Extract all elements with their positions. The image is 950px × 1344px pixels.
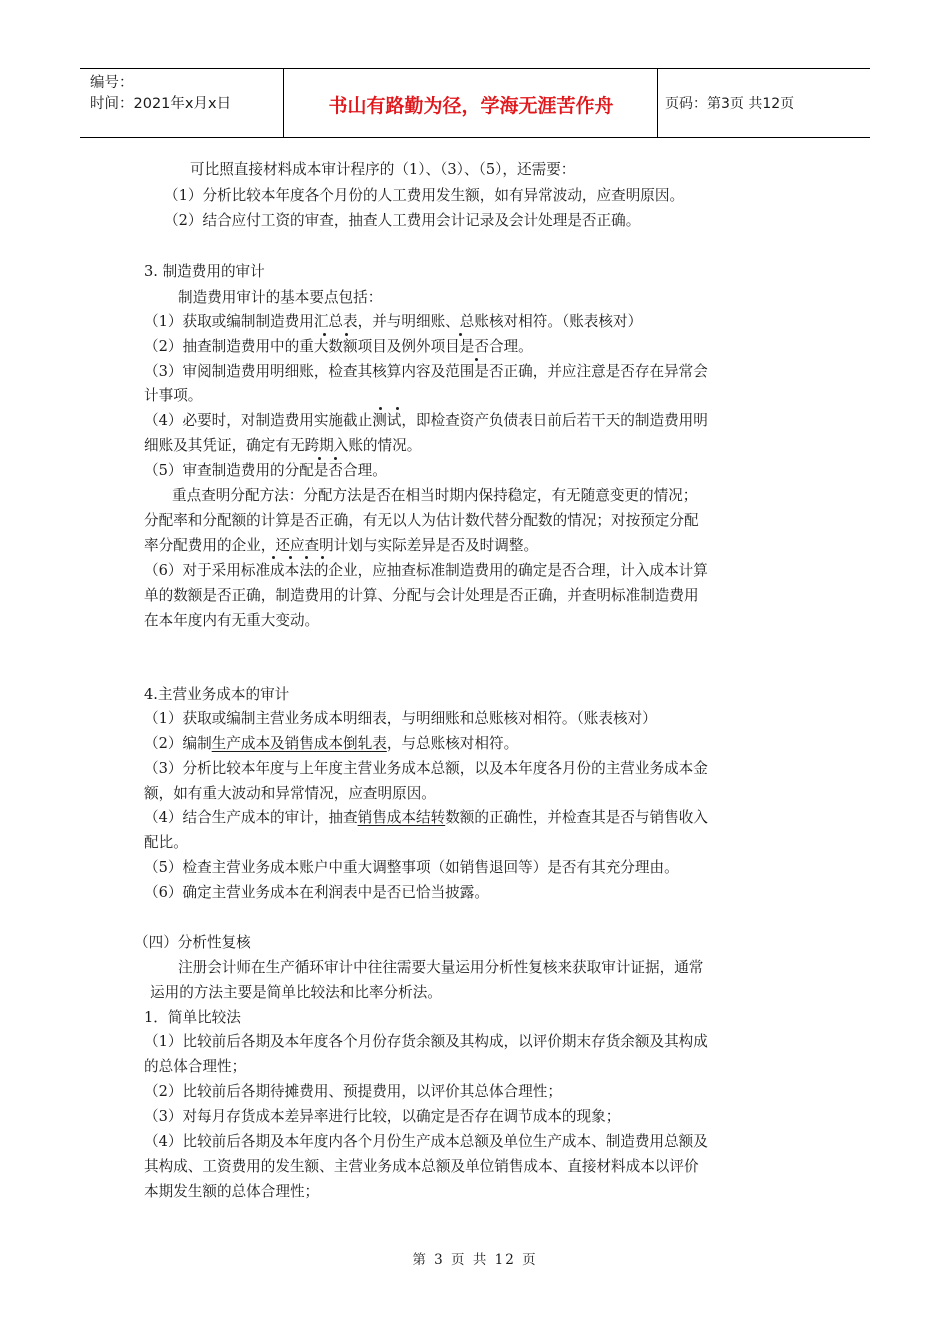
paragraph-line: （6）对于采用标准成本法的企业，应抽查标准制造费用的确定是否合理，计入成本计算: [144, 562, 708, 579]
header-divider: [283, 69, 284, 137]
header-meta: [90, 73, 231, 115]
emphasis-dot: [459, 333, 462, 336]
section-heading: 4.主营业务成本的审计: [144, 686, 290, 703]
text-run: （4）结合生产成本的审计，抽查: [144, 809, 358, 826]
emphasis-dot: [379, 407, 382, 410]
paragraph-line: 重点查明分配方法：分配方法是否在相当时期内保持稳定，有无随意变更的情况；: [172, 487, 698, 504]
time-label: 时间：2021年x月x日: [90, 96, 232, 112]
text-run: ，与总账核对相符。: [386, 735, 519, 752]
header-table: [80, 68, 870, 138]
paragraph-line: 单的数额是否正确，制造费用的计算、分配与会计处理是否正确，并查明标准制造费用: [144, 587, 699, 604]
underlined-term: 销售成本结转: [357, 809, 446, 826]
emphasis-dot: [318, 457, 321, 460]
emphasis-dot: [475, 358, 478, 361]
paragraph-line: （3）审阅制造费用明细账，检查其核算内容及范围是否正确，并应注意是否存在异常会: [144, 363, 708, 380]
paragraph-line: （2）比较前后各期待摊费用、预提费用，以评价其总体合理性；: [144, 1083, 562, 1100]
paragraph-line: （3）对每月存货成本差异率进行比较，以确定是否存在调节成本的现象；: [144, 1108, 621, 1125]
paragraph-line: 运用的方法主要是简单比较法和比率分析法。: [150, 984, 442, 1001]
subsection-heading: 1．简单比较法: [144, 1009, 241, 1026]
paragraph-line: 注册会计师在生产循环审计中往往需要大量运用分析性复核来获取审计证据，通常: [178, 959, 704, 976]
paragraph-line: （5）检查主营业务成本账户中重大调整事项（如销售退回等）是否有其充分理由。: [144, 859, 679, 876]
paragraph-line: （3）分析比较本年度与上年度主营业务成本总额，以及本年度各月份的主营业务成本金: [144, 760, 708, 777]
paragraph-line: （2）结合应付工资的审查，抽查人工费用会计记录及会计处理是否正确。: [164, 212, 641, 229]
paragraph-line: 配比。: [144, 834, 188, 851]
paragraph-line: （5）审查制造费用的分配是否合理。: [144, 462, 387, 479]
emphasis-dot: [272, 556, 275, 559]
emphasis-dot: [321, 556, 324, 559]
emphasis-dot: [396, 407, 399, 410]
number-label: 编号：: [90, 75, 134, 91]
emphasis-dot: [305, 556, 308, 559]
motto: 书山有路勤为径，学海无涯苦作舟: [328, 95, 614, 117]
section-heading: （四）分析性复核: [134, 934, 251, 951]
paragraph-line: 额，如有重大波动和异常情况，应查明原因。: [144, 785, 436, 802]
header-divider: [657, 69, 658, 137]
section-heading: 3. 制造费用的审计: [144, 263, 265, 280]
paragraph-line: （1）比较前后各期及本年度各个月份存货余额及其构成，以评价期末存货余额及其构成: [144, 1033, 708, 1050]
text-run: 数额的正确性，并检查其是否与销售收入: [445, 809, 708, 826]
paragraph-line: （6）确定主营业务成本在利润表中是否已恰当披露。: [144, 884, 489, 901]
text-run: （2）编制: [144, 735, 212, 752]
page-info: 页码：第3页 共12页: [665, 96, 795, 112]
paragraph-line: （1）分析比较本年度各个月份的人工费用发生额，如有异常波动，应查明原因。: [164, 187, 685, 204]
paragraph-line: （4）必要时，对制造费用实施截止测试，即检查资产负债表日前后若干天的制造费用明: [144, 412, 708, 429]
paragraph-line: 分配率和分配额的计算是否正确，有无以人为估计数代替分配数的情况；对按预定分配: [144, 512, 699, 529]
paragraph-line: 制造费用审计的基本要点包括：: [178, 289, 383, 306]
emphasis-dot: [289, 556, 292, 559]
paragraph-line: （1）获取或编制制造费用汇总表，并与明细账、总账核对相符。（账表核对）: [144, 313, 643, 330]
paragraph-line: （4）比较前后各期及本年度内各个月份生产成本总额及单位生产成本、制造费用总额及: [144, 1133, 708, 1150]
paragraph-line: 计事项。: [144, 387, 203, 404]
underlined-term: 生产成本及销售成本倒轧表: [211, 735, 387, 752]
emphasis-dot: [345, 333, 348, 336]
paragraph-line: （2）抽查制造费用中的重大数额项目及例外项目是否合理。: [144, 338, 533, 355]
paragraph-line: [144, 808, 708, 828]
paragraph-line: 可比照直接材料成本审计程序的（1）、（3）、（5），还需要：: [190, 161, 576, 178]
paragraph-line: 率分配费用的企业，还应查明计划与实际差异是否及时调整。: [144, 537, 539, 554]
paragraph-line: 的总体合理性；: [144, 1058, 247, 1075]
paragraph-line: 本期发生额的总体合理性；: [144, 1183, 320, 1200]
paragraph-line: 细账及其凭证，确定有无跨期入账的情况。: [144, 437, 422, 454]
paragraph-line: 其构成、工资费用的发生额、主营业务成本总额及单位销售成本、直接材料成本以评价: [144, 1158, 699, 1175]
emphasis-dot: [323, 333, 326, 336]
paragraph-line: （1）获取或编制主营业务成本明细表，与明细账和总账核对相符。（账表核对）: [144, 710, 657, 727]
emphasis-dot: [334, 457, 337, 460]
page-footer: 第 3 页 共 12 页: [412, 1252, 538, 1268]
paragraph-line: [144, 734, 518, 754]
paragraph-line: 在本年度内有无重大变动。: [144, 612, 320, 629]
